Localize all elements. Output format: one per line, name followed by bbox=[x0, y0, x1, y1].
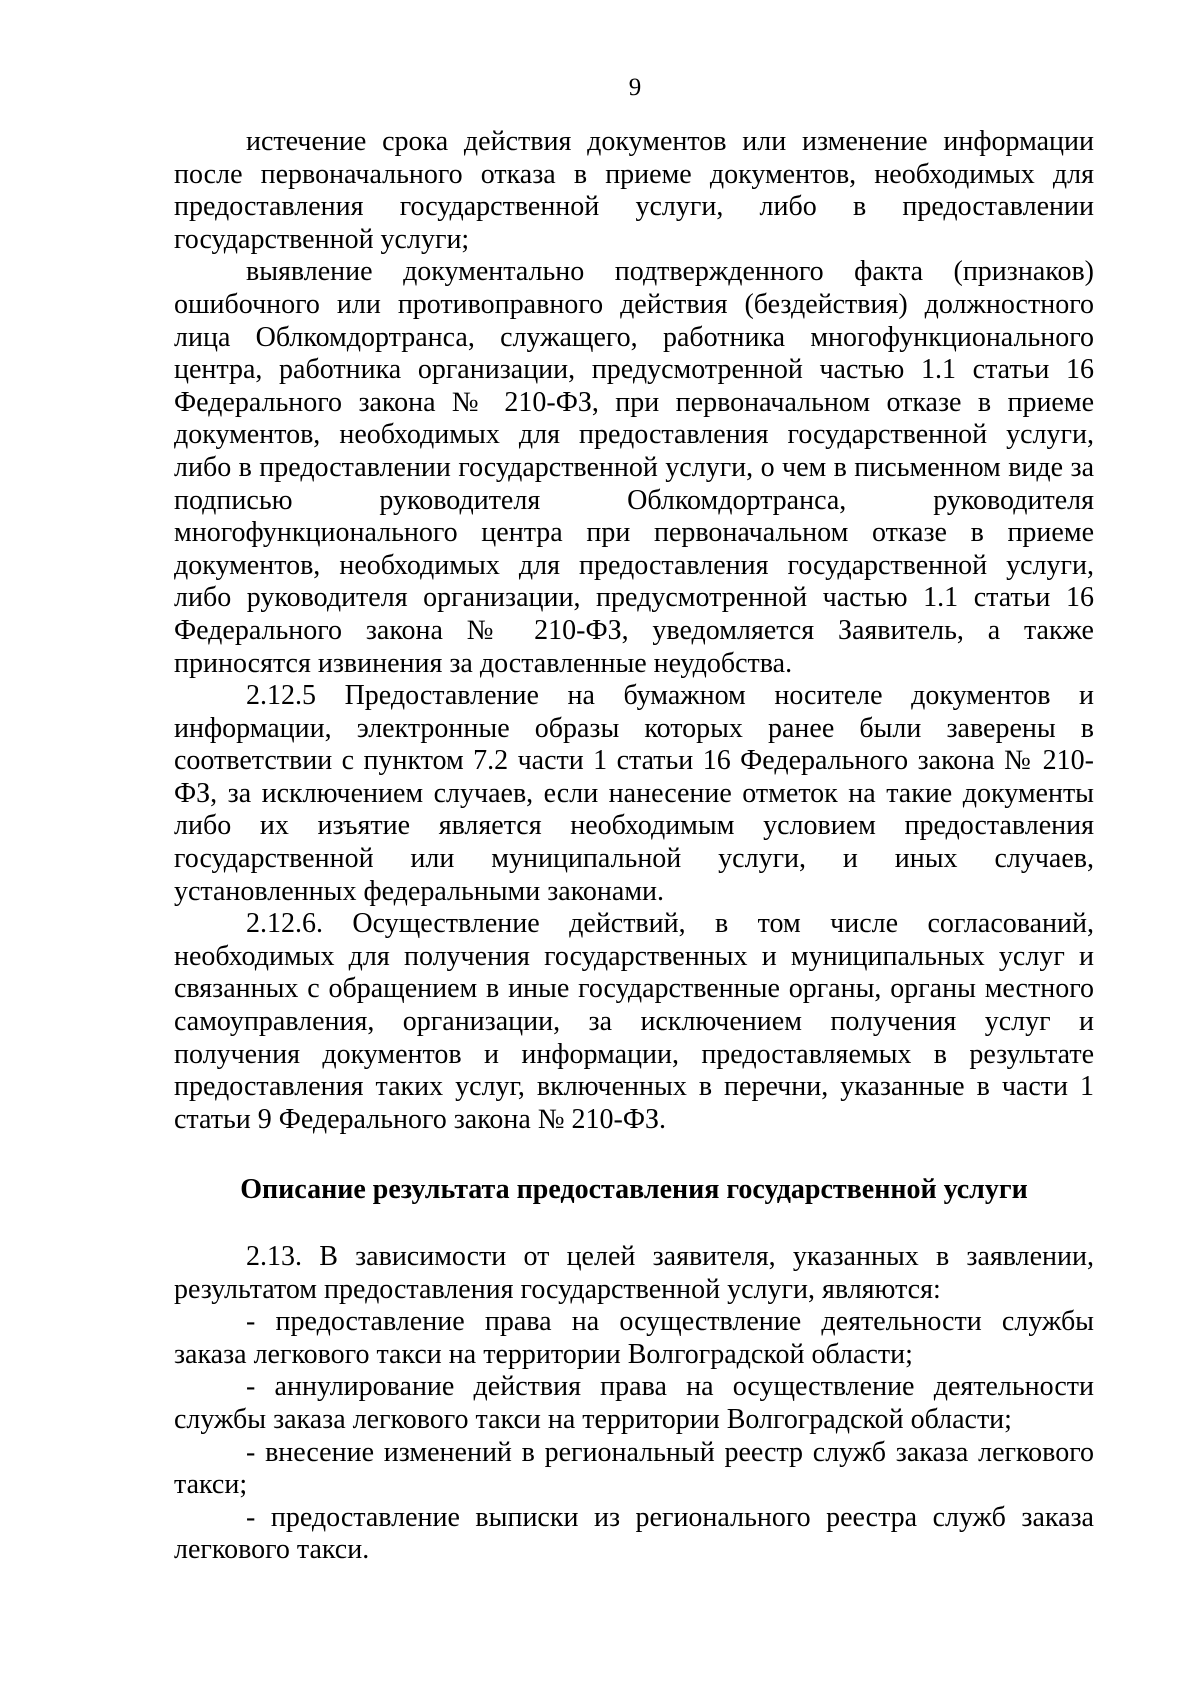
paragraph-error-detection: выявление документально подтвержденного факта (признаков) ошибочного или противоправного действия (бездействия) должностного лица Облкомдортранса, служащего, работника многофункционального центра, работника организации, предусмотренной частью 1.1 статьи 16 Федерального закона № 210-ФЗ, при первоначальном отказе в приеме документов, необходимых для предоставления государственной услуги, либо в предоставлении государственной услуги, о чем в письменном виде за подписью руководителя Облкомдортранса, руководителя многофункционального центра при первоначальном отказе в приеме документов, необходимых для предоставления государственной услуги, либо руководителя организации, предусмотренной частью 1.1 статьи 16 Федерального закона № 210-ФЗ, уведомляется Заявитель, а также приносятся извинения за доставленные неудобства. bbox=[174, 256, 1094, 679]
page-number: 9 bbox=[628, 74, 642, 101]
paragraph-2-13: 2.13. В зависимости от целей заявителя, указанных в заявлении, результатом предоставления государственной услуги, являются: bbox=[174, 1241, 1094, 1305]
list-item-registry-extract: - предоставление выписки из регионального реестра служб заказа легкового такси. bbox=[174, 1501, 1094, 1566]
document-body bbox=[174, 126, 1094, 1567]
paragraph-2-12-6: 2.12.6. Осуществление действий, в том числе согласований, необходимых для получения государственных и муниципальных услуг и связанных с обращением в иные государственные органы, органы местного самоуправления, организации, за исключением получения услуг и получения документов и информации, предоставляемых в результате предоставления таких услуг, включенных в перечни, указанные в части 1 статьи 9 Федерального закона № 210-ФЗ. bbox=[174, 908, 1094, 1135]
list-item-registry-changes: - внесение изменений в региональный реестр служб заказа легкового такси; bbox=[174, 1436, 1094, 1501]
section-heading: Описание результата предоставления государственной услуги bbox=[240, 1174, 1028, 1206]
list-item-annul-right: - аннулирование действия права на осуществление деятельности службы заказа легкового такси на территории Волгоградской области; bbox=[174, 1371, 1094, 1435]
paragraph-2-12-5: 2.12.5 Предоставление на бумажном носителе документов и информации, электронные образы которых ранее были заверены в соответствии с пунктом 7.2 части 1 статьи 16 Федерального закона № 210-ФЗ, за исключением случаев, если нанесение отметок на такие документы либо их изъятие является необходимым условием предоставления государственной или муниципальной услуги, и иных случаев, установленных федеральными законами. bbox=[174, 680, 1094, 907]
paragraph-document-expiry: истечение срока действия документов или изменение информации после первоначального отказа в приеме документов, необходимых для предоставления государственной услуги, либо в предоставлении государственной услуги; bbox=[174, 126, 1094, 255]
list-item-grant-right: - предоставление права на осуществление деятельности службы заказа легкового такси на территории Волгоградской области; bbox=[174, 1306, 1094, 1370]
